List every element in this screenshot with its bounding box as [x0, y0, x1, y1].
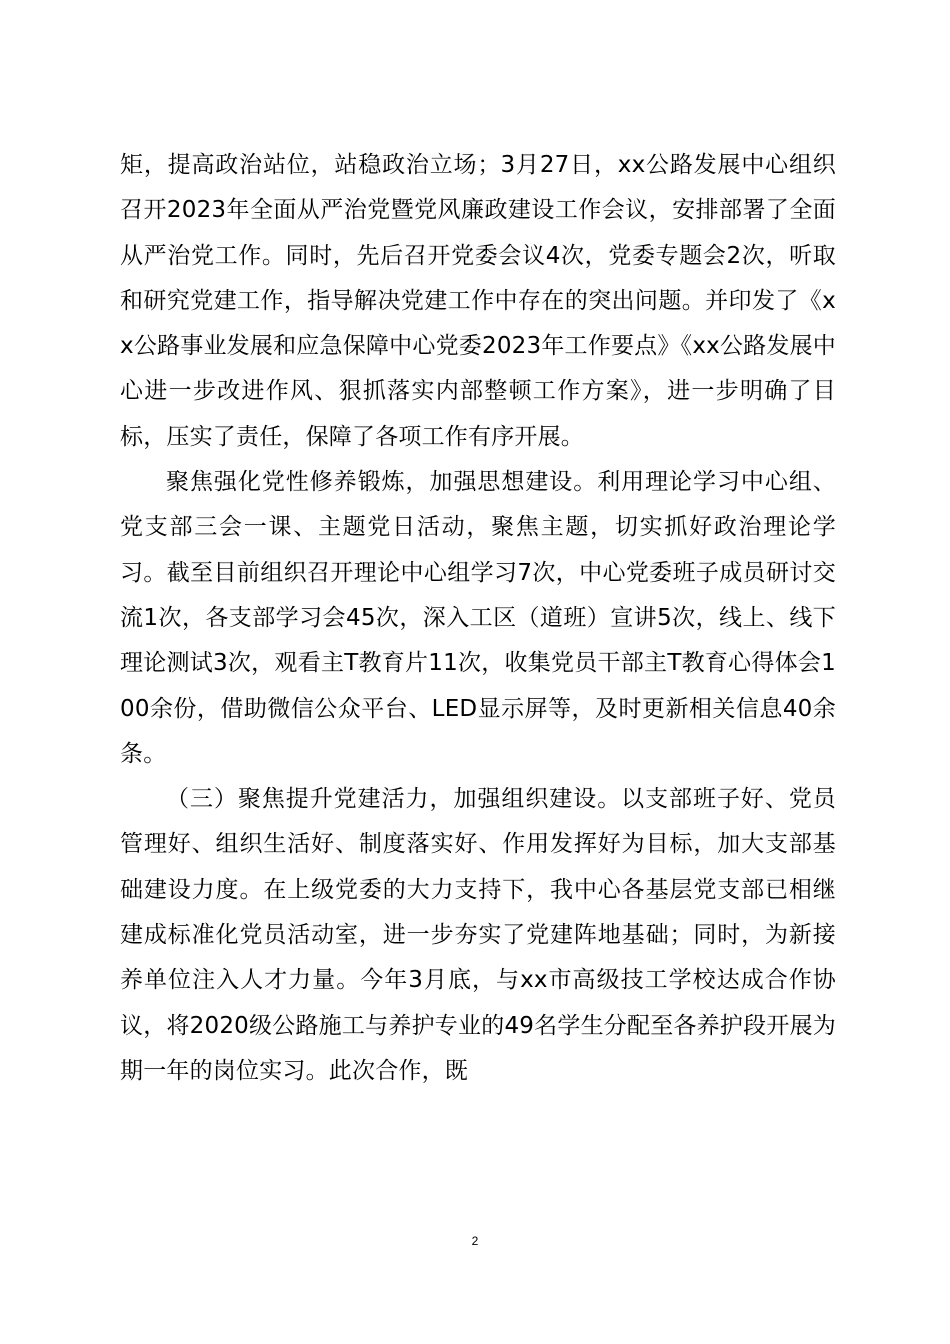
document-body — [120, 143, 836, 1094]
paragraph-organizational-building: （三）聚焦提升党建活力，加强组织建设。以支部班子好、党员管理好、组织生活好、制度落实好、作用发挥好为目标，加大支部基础建设力度。在上级党委的大力支持下，我中心各基层党支部已相继建成标准化党员活动室，进一步夯实了党建阵地基础；同时，为新接养单位注入人才力量。今年3月底，与xx市高级技工学校达成合作协议，将2020级公路施工与养护专业的49名学生分配至各养护段开展为期一年的岗位实习。此次合作，既 — [120, 786, 836, 1084]
paragraph-ideological-building: 聚焦强化党性修养锻炼，加强思想建设。利用理论学习中心组、党支部三会一课、主题党日活动，聚焦主题，切实抓好政治理论学习。截至目前组织召开理论中心组学习7次，中心党委班子成员研讨交流1次，各支部学习会45次，深入工区（道班）宣讲5次，线上、线下理论测试3次，观看主T教育片11次，收集党员干部主T教育心得体会100余份，借助微信公众平台、LED显示屏等，及时更新相关信息40余条。 — [120, 469, 836, 767]
page-number: 2 — [471, 1234, 479, 1248]
paragraph-continuation: 矩，提高政治站位，站稳政治立场；3月27日，xx公路发展中心组织召开2023年全面从严治党暨党风廉政建设工作会议，安排部署了全面从严治党工作。同时，先后召开党委会议4次，党委专题会2次，听取和研究党建工作，指导解决党建工作中存在的突出问题。并印发了《xx公路事业发展和应急保障中心党委2023年工作要点》《xx公路发展中心进一步改进作风、狠抓落实内部整顿工作方案》，进一步明确了目标，压实了责任，保障了各项工作有序开展。 — [120, 152, 836, 450]
